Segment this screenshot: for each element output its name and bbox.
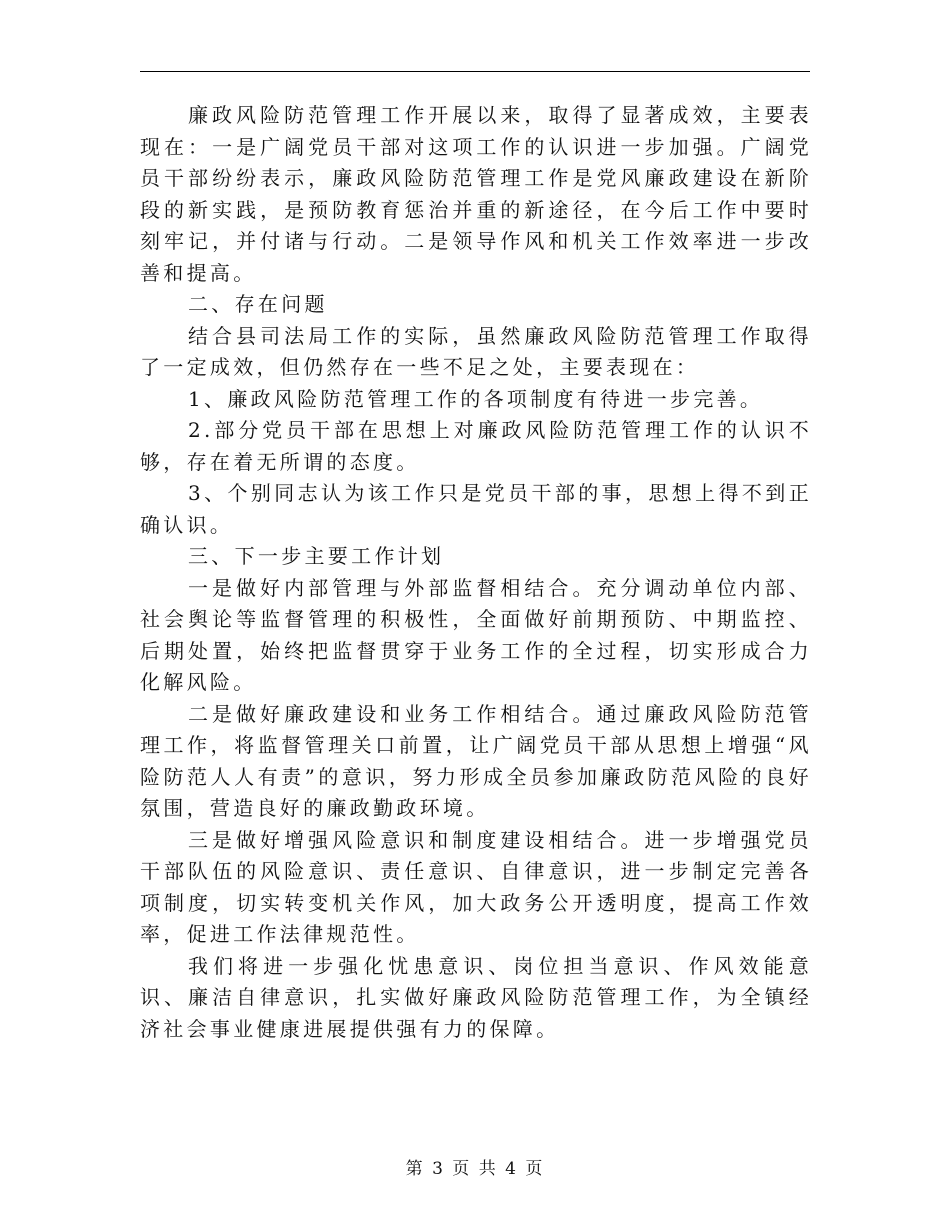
section-heading-plan: 三、下一步主要工作计划 — [188, 544, 445, 568]
header-rule — [140, 71, 810, 72]
page-footer — [0, 1154, 950, 1179]
paragraph-problem-2: 2.部分党员干部在思想上对廉政风险防范管理工作的认识不够，存在着无所谓的态度。 — [140, 418, 812, 474]
page-number: 第 3 页 共 4 页 — [405, 1159, 545, 1179]
paragraph-problems-intro: 结合县司法局工作的实际，虽然廉政风险防范管理工作取得了一定成效，但仍然存在一些不足之处，主要表现在： — [140, 323, 812, 379]
paragraph-achievements: 廉政风险防范管理工作开展以来，取得了显著成效，主要表现在：一是广阔党员干部对这项工作的认识进一步加强。广阔党员干部纷纷表示，廉政风险防范管理工作是党风廉政建设在新阶段的新实践，是预防教育惩治并重的新途径，在今后工作中要时刻牢记，并付诸与行动。二是领导作风和机关工作效率进一步改善和提高。 — [140, 103, 812, 285]
paragraph-problem-3: 3、个别同志认为该工作只是党员干部的事，思想上得不到正确认识。 — [140, 481, 812, 537]
paragraph-conclusion: 我们将进一步强化忧患意识、岗位担当意识、作风效能意识、廉洁自律意识，扎实做好廉政风险防范管理工作，为全镇经济社会事业健康进展提供强有力的保障。 — [140, 953, 812, 1041]
paragraph-problem-1: 1、廉政风险防范管理工作的各项制度有待进一步完善。 — [188, 386, 764, 411]
document-body — [140, 100, 812, 1045]
paragraph-plan-1: 一是做好内部管理与外部监督相结合。充分调动单位内部、社会舆论等监督管理的积极性，全面做好前期预防、中期监控、后期处置，始终把监督贯穿于业务工作的全过程，切实形成合力化解风险。 — [140, 575, 812, 694]
paragraph-plan-2: 二是做好廉政建设和业务工作相结合。通过廉政风险防范管理工作，将监督管理关口前置，让广阔党员干部从思想上增强“风险防范人人有责”的意识，努力形成全员参加廉政防范风险的良好氛围，营造良好的廉政勤政环境。 — [140, 701, 812, 820]
section-heading-problems: 二、存在问题 — [188, 292, 328, 316]
paragraph-plan-3: 三是做好增强风险意识和制度建设相结合。进一步增强党员干部队伍的风险意识、责任意识、自律意识，进一步制定完善各项制度，切实转变机关作风，加大政务公开透明度，提高工作效率，促进工作法律规范性。 — [140, 827, 812, 946]
